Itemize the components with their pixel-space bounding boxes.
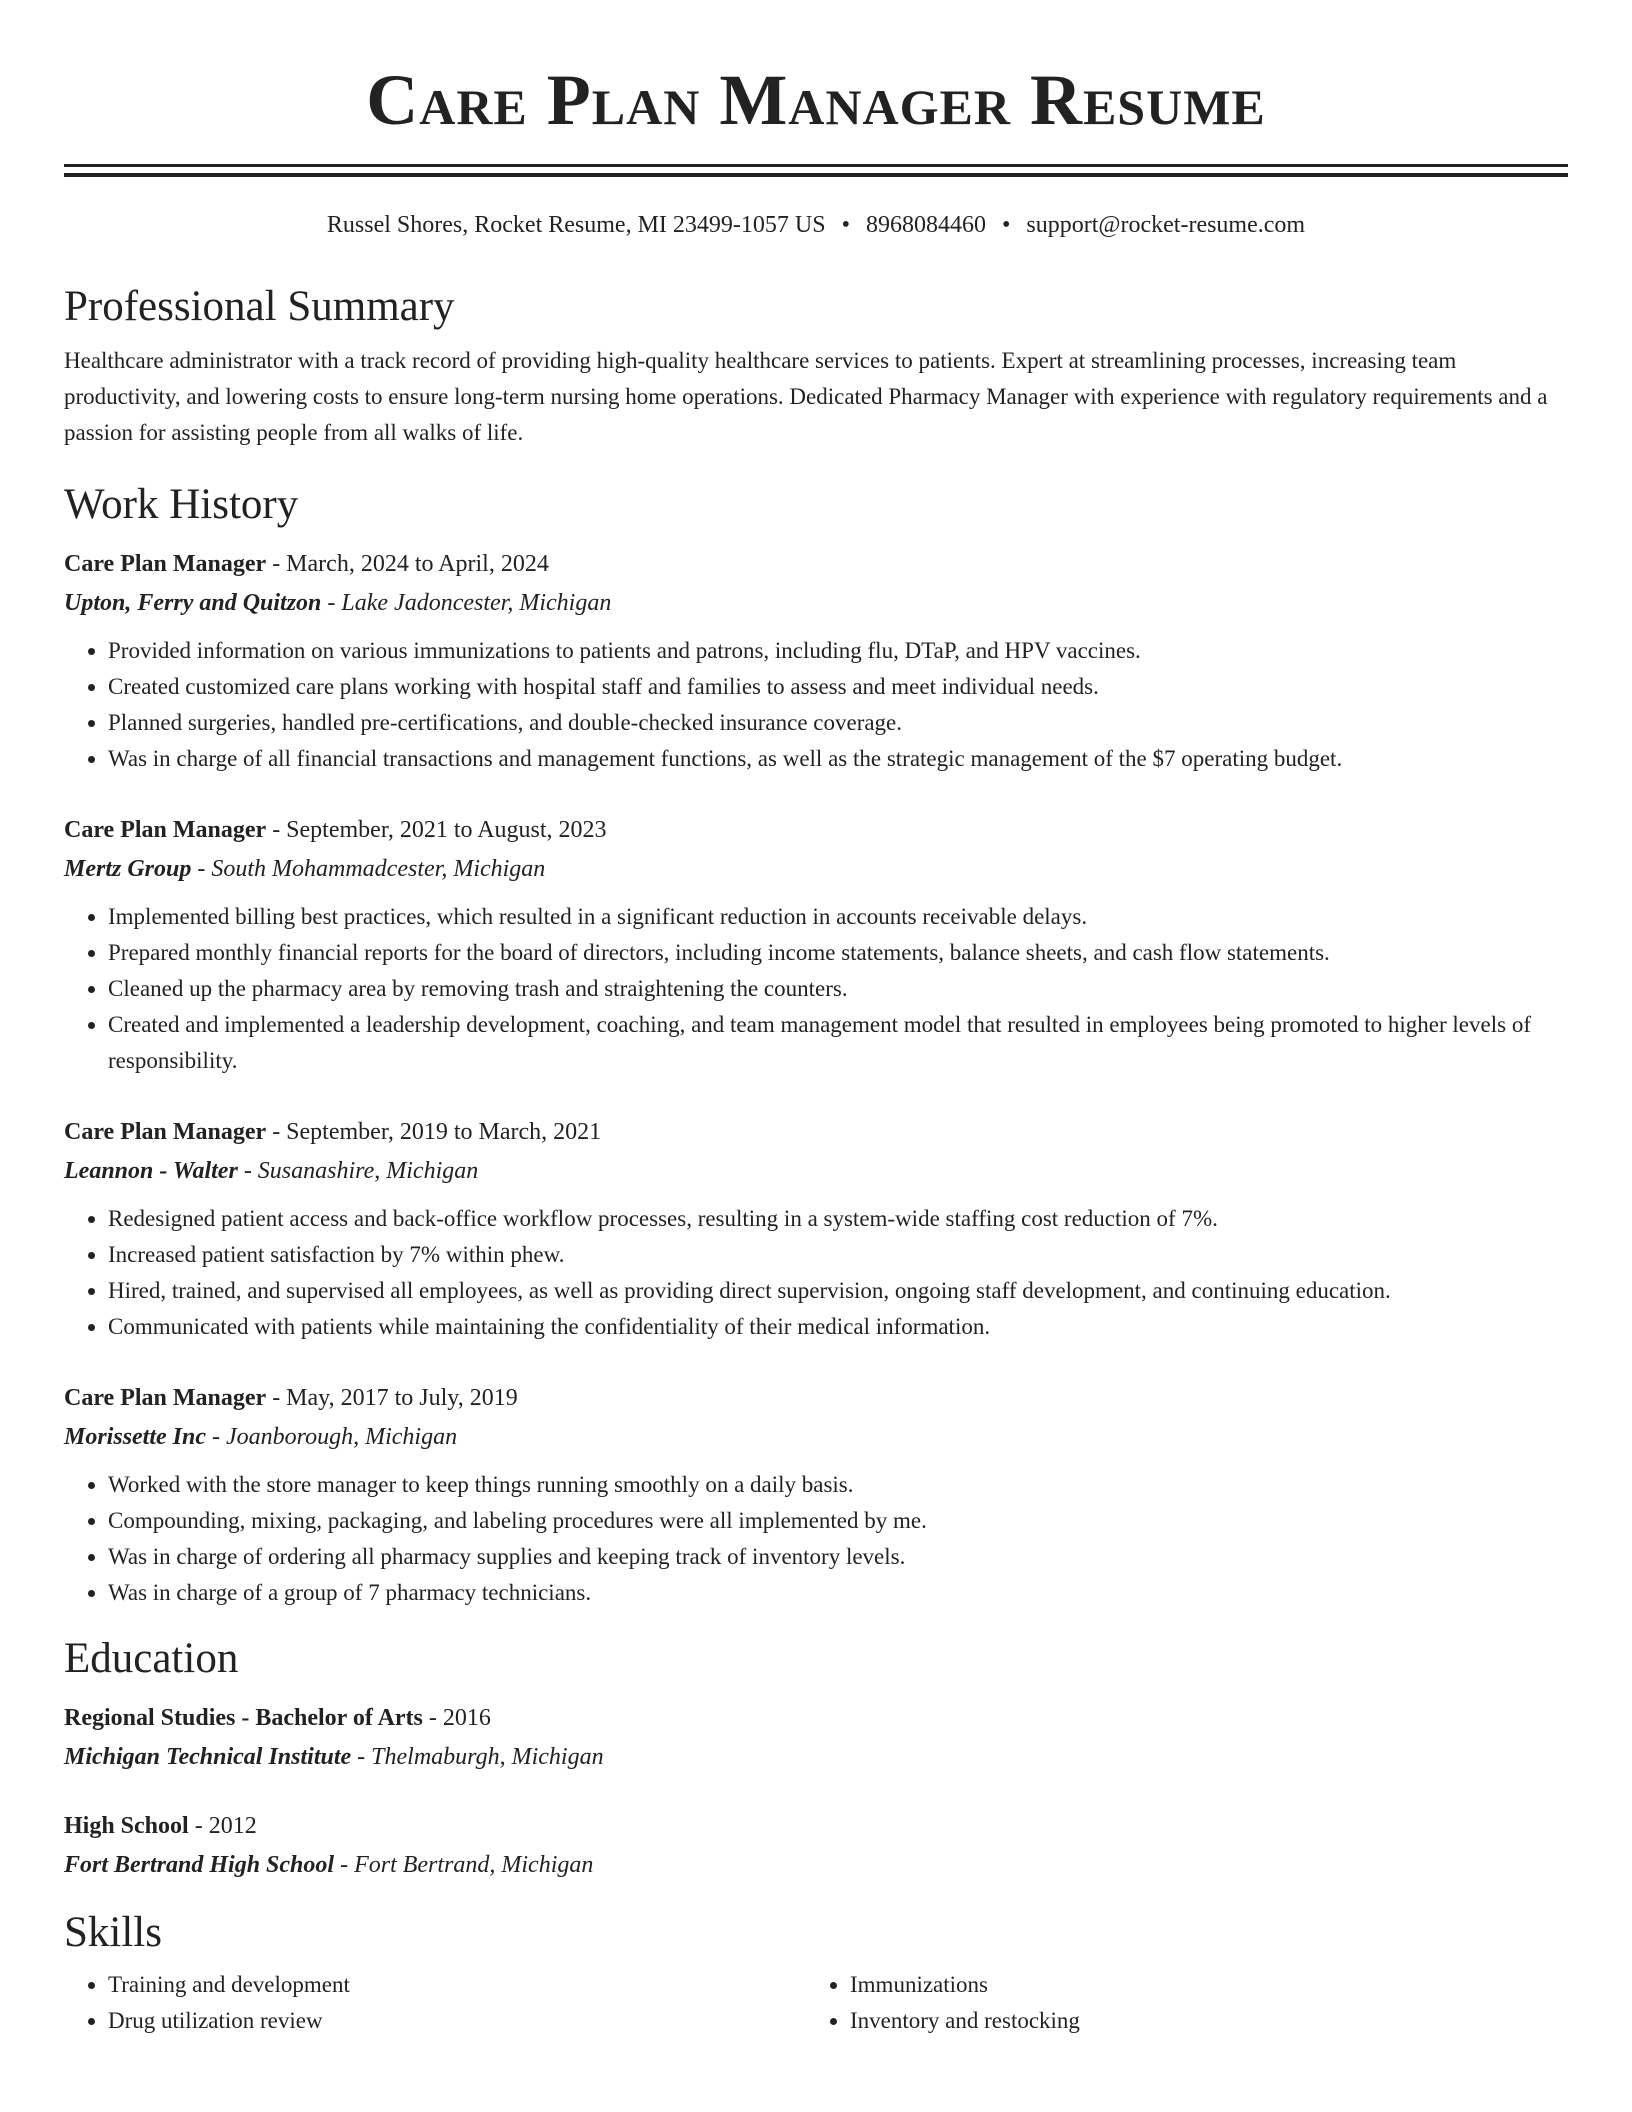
job-entry (64, 1379, 1568, 1611)
education-heading: Education (64, 1635, 239, 1682)
resume-page (64, 0, 1568, 2039)
job-title-line (64, 811, 1568, 849)
job-title-line (64, 1113, 1568, 1151)
job-bullets (64, 1201, 1568, 1345)
job-company-line (64, 1417, 1568, 1457)
job-company: Mertz Group (64, 856, 192, 882)
summary-section (64, 281, 1568, 451)
list-item: • Was in charge of all financial transactions and management functions, as well as the strategic management of the $7 operating budget. (108, 741, 1568, 777)
skills-grid (64, 1967, 1568, 2039)
job-entry (64, 1113, 1568, 1345)
education-school-line (64, 1845, 1568, 1885)
page-title: Care Plan Manager Resume (366, 60, 1266, 140)
education-school: Michigan Technical Institute (64, 1744, 352, 1770)
list-item: • Compounding, mixing, packaging, and labeling procedures were all implemented by me. (108, 1503, 1568, 1539)
job-title: Care Plan Manager (64, 1119, 267, 1145)
job-entry (64, 545, 1568, 777)
list-item: • Inventory and restocking (850, 2003, 1548, 2039)
education-degree-line (64, 1807, 1568, 1845)
job-company-line (64, 1151, 1568, 1191)
education-section (64, 1633, 1568, 1885)
job-title: Care Plan Manager (64, 817, 267, 843)
skills-column-right (806, 1967, 1548, 2039)
contact-separator: • (1001, 212, 1011, 238)
education-degree-line (64, 1699, 1568, 1737)
title-divider-top (64, 164, 1568, 167)
education-degree: High School (64, 1813, 189, 1839)
list-item: • Increased patient satisfaction by 7% within phew. (108, 1237, 1568, 1273)
contact-line (64, 209, 1568, 241)
job-location: - Lake Jadoncester, Michigan (321, 590, 612, 616)
job-bullets (64, 633, 1568, 777)
job-location: - Susanashire, Michigan (237, 1158, 479, 1184)
education-year: - 2012 (188, 1813, 257, 1839)
list-item: • Created and implemented a leadership development, coaching, and team management model that resulted in employees being promoted to higher levels of responsibility. (108, 1007, 1568, 1079)
education-location: - Thelmaburgh, Michigan (351, 1744, 604, 1770)
job-company: Morissette Inc (64, 1424, 207, 1450)
contact-address: Russel Shores, Rocket Resume, MI 23499-1057 US (326, 212, 826, 238)
skills-list (64, 1967, 806, 2039)
contact-email[interactable]: support@rocket-resume.com (1026, 212, 1306, 238)
job-entry (64, 811, 1568, 1079)
job-dates: - September, 2021 to August, 2023 (266, 817, 607, 843)
list-item: • Cleaned up the pharmacy area by removing trash and straightening the counters. (108, 971, 1568, 1007)
list-item: • Was in charge of a group of 7 pharmacy technicians. (108, 1575, 1568, 1611)
list-item: • Communicated with patients while maintaining the confidentiality of their medical information. (108, 1309, 1568, 1345)
job-location: - South Mohammadcester, Michigan (191, 856, 546, 882)
work-history-section (64, 479, 1568, 1611)
education-school: Fort Bertrand High School (64, 1852, 335, 1878)
work-history-heading: Work History (64, 481, 299, 528)
job-title: Care Plan Manager (64, 1385, 267, 1411)
education-entry (64, 1699, 1568, 1777)
job-company-line (64, 583, 1568, 623)
contact-separator: • (841, 212, 850, 238)
list-item: • Prepared monthly financial reports for the board of directors, including income statements, balance sheets, and cash flow statements. (108, 935, 1568, 971)
list-item: • Created customized care plans working with hospital staff and families to assess and meet individual needs. (108, 669, 1568, 705)
job-bullets (64, 1467, 1568, 1611)
job-bullets (64, 899, 1568, 1079)
education-degree: Regional Studies - Bachelor of Arts (64, 1705, 423, 1731)
list-item: • Immunizations (850, 1967, 1548, 2003)
skills-heading: Skills (64, 1909, 162, 1956)
list-item: • Redesigned patient access and back-office workflow processes, resulting in a system-wide staffing cost reduction of 7%. (108, 1201, 1568, 1237)
summary-text: Healthcare administrator with a track record of providing high-quality healthcare services to patients. Expert at streamlining processes, increasing team productivity, and lowering costs to ensure long-term nursing home operations. Dedicated Pharmacy Manager with experience with regulatory requirements and a passion for assisting people from all walks of life. (64, 348, 1548, 445)
job-location: - Joanborough, Michigan (206, 1424, 458, 1450)
skills-column-left (64, 1967, 806, 2039)
job-dates: - May, 2017 to July, 2019 (266, 1385, 518, 1411)
job-title-line (64, 545, 1568, 583)
job-title-line (64, 1379, 1568, 1417)
list-item: • Worked with the store manager to keep things running smoothly on a daily basis. (108, 1467, 1568, 1503)
list-item: • Planned surgeries, handled pre-certifications, and double-checked insurance coverage. (108, 705, 1568, 741)
list-item: • Was in charge of ordering all pharmacy supplies and keeping track of inventory levels. (108, 1539, 1568, 1575)
education-location: - Fort Bertrand, Michigan (334, 1852, 594, 1878)
job-company-line (64, 849, 1568, 889)
education-year: - 2016 (422, 1705, 491, 1731)
education-school-line (64, 1737, 1568, 1777)
title-divider-bottom (64, 173, 1568, 177)
job-dates: - September, 2019 to March, 2021 (266, 1119, 602, 1145)
list-item: • Hired, trained, and supervised all employees, as well as providing direct supervision, ongoing staff development, and continuing education. (108, 1273, 1568, 1309)
list-item: • Drug utilization review (108, 2003, 806, 2039)
list-item: • Implemented billing best practices, which resulted in a significant reduction in accounts receivable delays. (108, 899, 1568, 935)
summary-heading: Professional Summary (64, 283, 455, 330)
list-item: • Provided information on various immunizations to patients and patrons, including flu, DTaP, and HPV vaccines. (108, 633, 1568, 669)
job-title: Care Plan Manager (64, 551, 267, 577)
job-company: Leannon - Walter (64, 1158, 238, 1184)
education-entry (64, 1807, 1568, 1885)
job-company: Upton, Ferry and Quitzon (64, 590, 322, 616)
skills-list (806, 1967, 1548, 2039)
job-dates: - March, 2024 to April, 2024 (266, 551, 549, 577)
skills-section (64, 1907, 1568, 2039)
list-item: • Training and development (108, 1967, 806, 2003)
contact-phone: 8968084460 (865, 212, 986, 238)
